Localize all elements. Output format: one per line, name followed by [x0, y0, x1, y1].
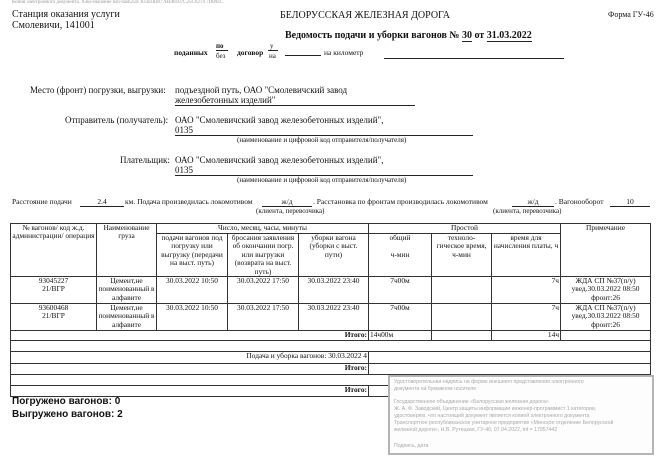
supplied-label: поданных: [174, 48, 208, 57]
na-label: на: [269, 52, 276, 60]
stamp-line-1: Удостоверительная надпись на форме внешнего представления электронного: [394, 379, 584, 385]
total-cell: 7ч00м: [369, 277, 432, 304]
cargo-cell: Цемент,не поименованный в алфавите: [98, 276, 155, 302]
distance-text2: . Расстановка по фронтам производилась локомотивом: [313, 197, 488, 206]
cargo-cell: Цемент,не поименованный в алфавите: [98, 303, 155, 329]
payer-name: ОАО "Смолевичский завод железобетонных изделий",: [175, 155, 384, 165]
station-value: Смолевичи, 141001: [12, 20, 95, 31]
organization-name: БЕЛОРУССКАЯ ЖЕЛЕЗНАЯ ДОРОГА: [280, 10, 450, 21]
certification-stamp: [388, 375, 654, 455]
header-end: бросания заявления об окончании погр. или выгрузки (возврата на выст. путь): [228, 234, 299, 277]
wagon-number: 93045227: [38, 276, 69, 286]
itogo-label: Итого:: [11, 331, 369, 341]
distance-text1: км. Подача произведилась локомотивом: [125, 197, 253, 206]
title-number: 30: [461, 30, 472, 41]
u-label: у: [270, 42, 274, 50]
header-supply: подачи вагонов под погрузку или выгрузку (передачи на выст. путь): [157, 234, 228, 277]
table-row: [11, 277, 651, 304]
header-tech: техноло- гическое время, ч-мин: [432, 234, 492, 277]
po-label: по: [216, 42, 224, 50]
stamp-line-7: железной дороги», Н.В. Рутецкая, ГУ-46; 07.04.2022, inf = 17957442: [394, 427, 558, 433]
header-removal: уборки вагона (уборки с выст. пути): [299, 234, 369, 277]
note-cell: ЖДА СП №37(п/у) увед.30.03.2022 08:50 фронт:26: [561, 277, 651, 304]
payer-label: Плательщик:: [120, 155, 170, 165]
header-wagon-number: № вагонов/ код ж.д. администрации/ операция: [11, 224, 97, 277]
locomotive-2: ж/д: [512, 197, 554, 207]
bez-label: без: [216, 52, 226, 60]
distance-text3: . Вагонооборот: [555, 197, 604, 206]
wagon-number: 93600468: [38, 303, 69, 313]
stamp-line-5: удостоверяю, что настоящий документ является копией электронного документа: [394, 413, 590, 419]
title-text: Ведомость подачи и уборки вагонов №: [285, 30, 460, 41]
header-total: [369, 234, 432, 277]
total-cell: 7ч00м: [369, 304, 432, 331]
turnover-value: 10: [610, 197, 650, 207]
distance-caption-1: (клиента, перевозчика): [256, 207, 325, 215]
itogo-total: 14ч00м: [369, 331, 432, 341]
tech-cell: [432, 304, 492, 331]
itogo-pay: 14ч: [492, 331, 561, 341]
supply-cell: 30.03.2022 10:50: [157, 277, 228, 304]
supply-cell: 30.03.2022 10:50: [157, 304, 228, 331]
header-dates: Число, месяц, часы, минуты: [157, 224, 369, 234]
itogo-row: [11, 331, 651, 341]
distance-caption-2: (клиента, перевозчика): [493, 207, 562, 215]
wagon-operation: 21/ВГР: [42, 311, 65, 321]
itogo3-label: Итого:: [11, 386, 369, 397]
header-total-unit: ч-мин: [390, 249, 410, 259]
dogovor-label: договор: [237, 48, 264, 57]
stamp-line-3: Государственное объединение «Белорусская железная дорога»: [394, 399, 549, 405]
document-title: [285, 30, 532, 41]
sender-label: Отправитель (получатель):: [65, 115, 169, 125]
pay-cell: 7ч: [492, 277, 561, 304]
place-line2: железобетонных изделий": [175, 95, 415, 106]
removal-cell: 30.03.2022 23:40: [299, 304, 369, 331]
sender-code: 0135: [175, 125, 473, 136]
supply-removal-row: [11, 352, 651, 364]
end-cell: 30.03.2022 17:50: [228, 277, 299, 304]
stamp-line-2: документа на бумажном носителе: [394, 386, 477, 392]
table-row: [11, 304, 651, 331]
supply-removal-text: Подача и уборка вагонов: 30.03.2022 4: [11, 352, 369, 364]
header-idle: Простой: [369, 224, 561, 234]
header-total-label: общий: [389, 233, 411, 242]
sender-name: ОАО "Смолевичский завод железобетонных изделий",: [175, 115, 384, 125]
unloaded-count: Выгружено вагонов: 2: [12, 409, 123, 420]
header-cargo: Наименование груза: [97, 224, 157, 277]
locomotive-1: ж/д: [262, 197, 312, 207]
title-date: 31.03.2022: [486, 30, 532, 41]
wagon-operation: 21/ВГР: [42, 284, 65, 294]
note-cell: ЖДА СП №37(п/у) увед.30.03.2022 08:50 фронт:26: [561, 304, 651, 331]
tech-cell: [432, 277, 492, 304]
stamp-line-4: Ж. А. Ф. Заводский, Центр защиты информации инженер-программист 1 категории,: [394, 406, 597, 412]
header-note: Примечание: [561, 224, 651, 277]
distance-label: Расстояние подачи: [12, 197, 72, 206]
na-km-label: на километр: [324, 48, 364, 57]
sender-caption: (наименование и цифровой код отправителя/получателя): [237, 136, 407, 144]
hash-note: Копия электронного документа. Хэш-значение hsh-hash256: 833E0D877B448107C25C6274 7D89D...: [12, 0, 225, 5]
removal-cell: 30.03.2022 23:40: [299, 277, 369, 304]
place-label: Место (фронт) погрузки, выгрузки:: [30, 85, 166, 95]
station-label: Станция оказания услуги: [12, 9, 120, 20]
pay-cell: 7ч: [492, 304, 561, 331]
itogo2-label: Итого:: [11, 364, 369, 375]
form-code: Форма ГУ-46: [608, 10, 654, 19]
payer-caption: (наименование и цифровой код отправителя/получателя): [237, 176, 407, 184]
end-cell: 30.03.2022 17:50: [228, 304, 299, 331]
stamp-line-8: Подпись, дата: [394, 443, 429, 449]
distance-value: 2.4: [80, 197, 124, 207]
wagons-table: [10, 223, 651, 397]
payer-code: 0135: [175, 165, 473, 176]
title-from: от: [474, 30, 485, 41]
wagon-number-cell: [11, 304, 97, 331]
wagon-number-cell: [11, 277, 97, 304]
header-pay: время для начисления платы, ч: [492, 234, 561, 277]
place-line1: подъездной путь, ОАО "Смолевичский завод: [175, 85, 348, 95]
loaded-count: Погружено вагонов: 0: [12, 396, 121, 407]
stamp-line-6: Транспортное республиканское унитарное предприятие «Минское отделение Белорусской: [394, 420, 614, 426]
